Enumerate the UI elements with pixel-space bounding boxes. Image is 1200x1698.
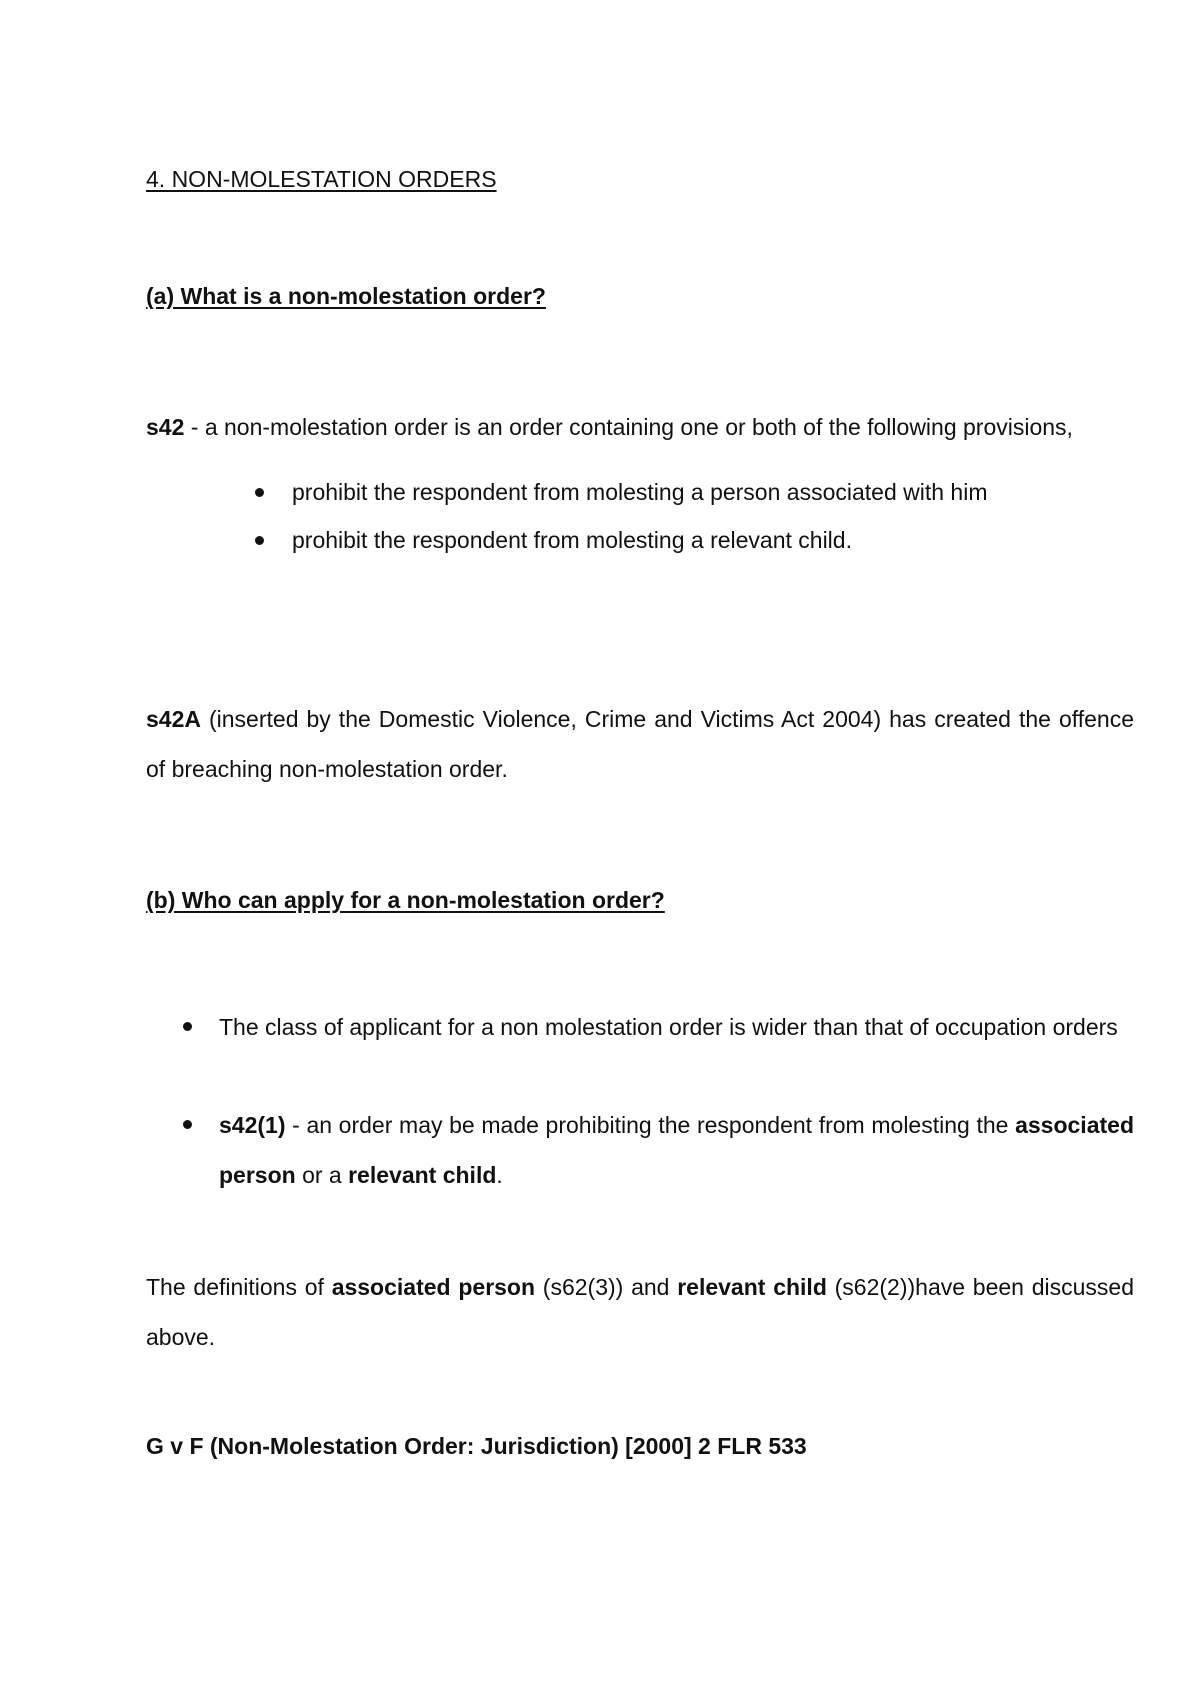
s42a-text: (inserted by the Domestic Violence, Crime and Victims Act 2004) has created the offence of breaching non-molestation order. [146,706,1134,782]
s42-paragraph [146,414,1073,441]
term-relevant-child: relevant child [677,1274,827,1300]
s42-text: - a non-molestation order is an order containing one or both of the following provisions, [184,414,1073,440]
heading-who-can-apply: (b) Who can apply for a non-molestation order? [146,887,665,913]
bullet-icon [183,1022,192,1031]
bullet-icon [183,1120,192,1129]
bullet-icon [255,488,264,497]
case-citation: G v F (Non-Molestation Order: Jurisdiction) [2000] 2 FLR 533 [146,1433,807,1459]
bullet2-text: - an order may be made prohibiting the respondent from molesting the [285,1112,1016,1138]
bullet2-text: . [496,1162,503,1188]
term-associated-person: associated person [219,1112,1134,1188]
definitions-text: The definitions of [146,1274,332,1300]
list-item [219,1100,1134,1200]
s42-1-ref: s42(1) [219,1112,286,1138]
definitions-text: (s62(3)) and [535,1274,678,1300]
list-item: prohibit the respondent from molesting a person associated with him [292,479,988,505]
section-title: 4. NON-MOLESTATION ORDERS [146,166,497,192]
bullet-icon [255,536,264,545]
bullet2-text: or a [295,1162,349,1188]
heading-what-is: (a) What is a non-molestation order? [146,283,546,309]
definitions-text: (s62(2))have been discussed above. [146,1274,1134,1350]
term-associated-person: associated person [331,1274,536,1300]
term-relevant-child: relevant child [348,1162,497,1188]
list-item: The class of applicant for a non molestation order is wider than that of occupation orders [219,1014,1118,1040]
definitions-paragraph [146,1262,1134,1362]
s42-ref: s42 [146,414,185,440]
s42a-ref: s42A [146,706,201,732]
s42a-paragraph [146,694,1134,794]
list-item: prohibit the respondent from molesting a relevant child. [292,527,852,553]
